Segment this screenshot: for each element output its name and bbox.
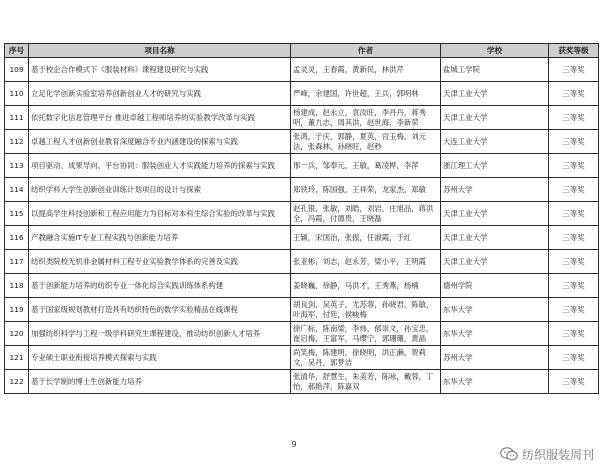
cell-title: 基于长学制的博士生创新能力培养 <box>29 370 291 394</box>
cell-level: 三等奖 <box>549 130 599 154</box>
table-row <box>5 202 599 226</box>
cell-school: 苏州大学 <box>441 178 549 202</box>
cell-level: 三等奖 <box>549 178 599 202</box>
cell-no: 112 <box>5 130 29 154</box>
cell-title: 纺织学科大学生创新创业训练计划项目的设计与探索 <box>29 178 291 202</box>
cell-level: 三等奖 <box>549 250 599 274</box>
cell-authors: 尚笑梅，陈建明，徐晓明，洪正濑，贺莉文，吴丹，郭梦洁 <box>291 346 441 370</box>
cell-title: 基于校企合作模式下《服装材料》课程建设研究与实践 <box>29 58 291 82</box>
cell-authors: 张清华，舒慧生，朱美芳，陈咏，戴蓉，丁怡，郝艳萍，陈嘉双 <box>291 370 441 394</box>
cell-school: 天津工业大学 <box>441 82 549 106</box>
cell-authors: 张亚彬，刘志，赵永芳，梁小平，王明霞 <box>291 250 441 274</box>
cell-school: 东华大学 <box>441 298 549 322</box>
cell-title: 基于国家级规划教材打造具有纺织特色的数学实验精品在线课程 <box>29 298 291 322</box>
cell-authors: 赵孔银，张敏，刘皓，刘岩，庄旭品，蒋洪全，冯霞，付德贵，王晓磊 <box>291 202 441 226</box>
cell-school: 东华大学 <box>441 370 549 394</box>
watermark-text: 纺织服装周刊 <box>521 447 594 462</box>
table-row <box>5 178 599 202</box>
table-row <box>5 226 599 250</box>
table-body <box>5 58 599 394</box>
cell-title: 以提高学生科技创新和工程应用能力为目标对本科生综合实验的改革与实践 <box>29 202 291 226</box>
cell-title: 纺织类院校无机非金属材料工程专业实验教学体系的完善及实践 <box>29 250 291 274</box>
table-row <box>5 82 599 106</box>
cell-no: 122 <box>5 370 29 394</box>
cell-authors: 王颖，宋国治，张振，任淑霞，于红 <box>291 226 441 250</box>
cell-authors: 姜晓巍，徐静，马洪才，王秀燕，杨楠 <box>291 274 441 298</box>
cell-level: 三等奖 <box>549 202 599 226</box>
cell-no: 118 <box>5 274 29 298</box>
table-row <box>5 298 599 322</box>
cell-title: 专业硕士职业衔接培养模式探索与实践 <box>29 346 291 370</box>
header-level: 获奖等级 <box>549 44 599 58</box>
cell-no: 120 <box>5 322 29 346</box>
cell-school: 天津工业大学 <box>441 106 549 130</box>
cell-title: 基于创新能力培养的纺织专业一体化综合实践训练体系构建 <box>29 274 291 298</box>
cell-school: 大连工业大学 <box>441 130 549 154</box>
cell-school: 天津工业大学 <box>441 250 549 274</box>
cell-level: 三等奖 <box>549 346 599 370</box>
cell-level: 三等奖 <box>549 82 599 106</box>
cell-no: 114 <box>5 178 29 202</box>
table-row <box>5 106 599 130</box>
cell-no: 110 <box>5 82 29 106</box>
cell-level: 三等奖 <box>549 274 599 298</box>
awards-table <box>4 43 599 394</box>
table-row <box>5 322 599 346</box>
cell-school: 浙江理工大学 <box>441 154 549 178</box>
cell-level: 三等奖 <box>549 322 599 346</box>
cell-no: 116 <box>5 226 29 250</box>
cell-school: 天津工业大学 <box>441 202 549 226</box>
table-row <box>5 250 599 274</box>
cell-authors: 胡良剑，吴英子，尤苏蓉，孙晓君，陈敏，叶海军，付廷，侯峻梅 <box>291 298 441 322</box>
table-row <box>5 130 599 154</box>
cell-authors: 孟灵灵，王春霞，黄新民，林洪芹 <box>291 58 441 82</box>
wechat-icon <box>500 447 518 461</box>
cell-title: 加强纺织科学与工程一级学科研究生课程建设，推动纺织创新人才培养 <box>29 322 291 346</box>
table-row <box>5 154 599 178</box>
table-row <box>5 370 599 394</box>
cell-no: 113 <box>5 154 29 178</box>
cell-school: 东华大学 <box>441 322 549 346</box>
cell-no: 121 <box>5 346 29 370</box>
table-row <box>5 58 599 82</box>
cell-no: 109 <box>5 58 29 82</box>
cell-authors: 张鸿，于庆，郭静，夏英，宫玉梅，刘元法，张森林，孙晓旺，赵秒 <box>291 130 441 154</box>
header-title: 项目名称 <box>29 44 291 58</box>
cell-no: 115 <box>5 202 29 226</box>
table-row <box>5 274 599 298</box>
header-authors: 作者 <box>291 44 441 58</box>
cell-title: 产教融合实施IT专业工程实践与创新能力培养 <box>29 226 291 250</box>
cell-title: 依托数字化信息管理平台 推进卓越工程师培养的实验教学改革与实践 <box>29 106 291 130</box>
page-number: 9 <box>291 440 297 449</box>
cell-title: 立足化学创新实验室培养创新创业人才的研究与实践 <box>29 82 291 106</box>
table-row <box>5 346 599 370</box>
table-header-row <box>5 44 599 58</box>
cell-authors: 邢一兵，邹奉元，王敏，葛凌桦，李萍 <box>291 154 441 178</box>
cell-no: 117 <box>5 250 29 274</box>
cell-title: 项目驱动、成果导向、平台协同：服装创业人才实践能力培养的探索与实践 <box>29 154 291 178</box>
cell-level: 三等奖 <box>549 58 599 82</box>
cell-level: 三等奖 <box>549 298 599 322</box>
cell-school: 天津工业大学 <box>441 226 549 250</box>
cell-school: 德州学院 <box>441 274 549 298</box>
cell-level: 三等奖 <box>549 370 599 394</box>
cell-level: 三等奖 <box>549 226 599 250</box>
watermark <box>500 446 594 462</box>
cell-level: 三等奖 <box>549 106 599 130</box>
header-school: 学校 <box>441 44 549 58</box>
cell-level: 三等奖 <box>549 154 599 178</box>
cell-no: 119 <box>5 298 29 322</box>
cell-authors: 徐广标，陈南梁，李炜，郁崇文，孙宝忠，崔启梅，王富军，马缨宁，郭珊珊，黄晶 <box>291 322 441 346</box>
cell-authors: 杨建成，赵永立，袁汝旺，李丹丹，蒋秀明，董九志，周其洪，赵世海，李新荣 <box>291 106 441 130</box>
header-no: 序号 <box>5 44 29 58</box>
cell-authors: 严峰，余建国，许世超，王兵，郭明林 <box>291 82 441 106</box>
cell-school: 盐城工学院 <box>441 58 549 82</box>
cell-no: 111 <box>5 106 29 130</box>
cell-title: 卓越工程人才创新创业教育深度融合专业内涵建设的探索与实践 <box>29 130 291 154</box>
cell-authors: 郑铁玲，陈国强，王祥荣，龙家杰，郑敏 <box>291 178 441 202</box>
cell-school: 苏州大学 <box>441 346 549 370</box>
